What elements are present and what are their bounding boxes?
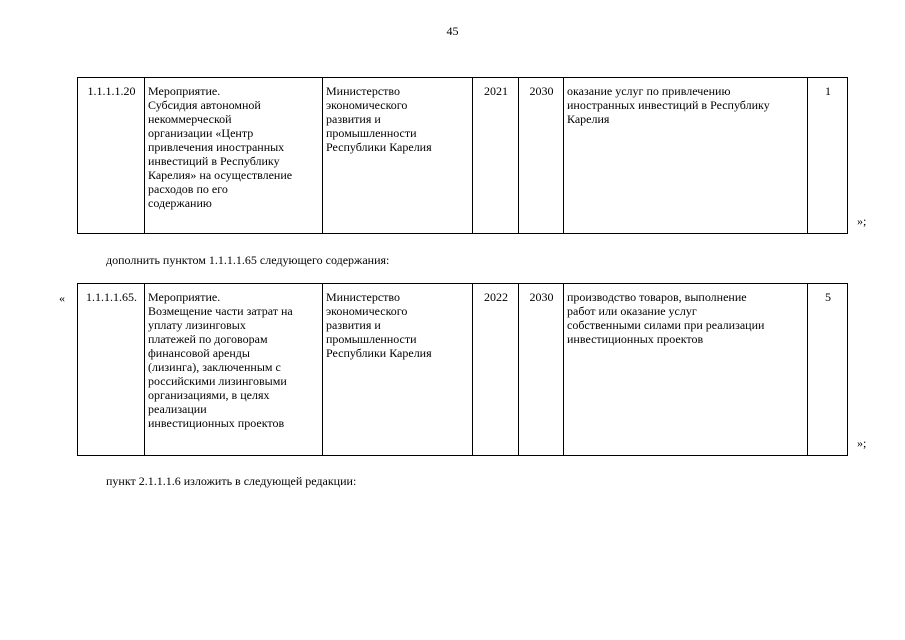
end-year: 2030 [529, 290, 554, 304]
end-year-cell [519, 284, 564, 456]
closing-quote: »; [857, 436, 867, 450]
event-text-line: финансовой аренды [148, 346, 250, 360]
result-text-line: производство товаров, выполнение [567, 290, 747, 304]
start-year-cell [473, 78, 519, 234]
result-text-line: инвестиционных проектов [567, 332, 704, 346]
executor-text-line: развития и [326, 318, 381, 332]
result-text-line: иностранных инвестиций в Республику [567, 98, 770, 112]
measures-table-row-2 [77, 283, 848, 456]
end-year: 2030 [529, 84, 554, 98]
item-number: 1.1.1.1.20 [87, 84, 136, 98]
event-text-line: (лизинга), заключенным с [148, 360, 281, 374]
executor-text-line: развития и [326, 112, 381, 126]
result-text-line: работ или оказание услуг [567, 304, 697, 318]
event-text-line: уплату лизинговых [148, 318, 246, 332]
indicator-cell [808, 284, 848, 456]
event-text-line: Мероприятие. [148, 84, 221, 98]
event-text-line: расходов по его [148, 182, 228, 196]
event-text-line: Возмещение части затрат на [148, 304, 293, 318]
event-text-line: организации «Центр [148, 126, 254, 140]
instruction-paragraph: дополнить пунктом 1.1.1.1.65 следующего содержания: [106, 253, 390, 267]
table-row [78, 284, 848, 456]
event-text-line: Субсидия автономной [148, 98, 261, 112]
executor-text-line: промышленности [326, 126, 417, 140]
executor-text-line: промышленности [326, 332, 417, 346]
measures-table-row-1 [77, 77, 848, 234]
indicator-number: 5 [825, 290, 831, 304]
event-text-line: содержанию [148, 196, 212, 210]
event-text-line: реализации [148, 402, 207, 416]
start-year: 2021 [484, 84, 508, 98]
result-text-line: Карелия [567, 112, 610, 126]
executor-text-line: Министерство [326, 84, 400, 98]
executor-text-line: Министерство [326, 290, 400, 304]
result-text-line: собственными силами при реализации [567, 318, 765, 332]
event-cell [145, 284, 323, 456]
event-text-line: инвестиций в Республику [148, 154, 280, 168]
executor-text-line: экономического [326, 98, 408, 112]
item-number-cell [78, 78, 145, 234]
event-text-line: привлечения иностранных [148, 140, 285, 154]
indicator-number: 1 [825, 84, 831, 98]
executor-cell [323, 284, 473, 456]
executor-cell [323, 78, 473, 234]
start-year: 2022 [484, 290, 508, 304]
result-cell [564, 284, 808, 456]
result-cell [564, 78, 808, 234]
opening-quote: « [59, 291, 65, 305]
page-number: 45 [446, 24, 459, 38]
event-text-line: Мероприятие. [148, 290, 221, 304]
executor-text-line: экономического [326, 304, 408, 318]
item-number-cell [78, 284, 145, 456]
item-number: 1.1.1.1.65. [86, 290, 137, 304]
indicator-cell [808, 78, 848, 234]
end-year-cell [519, 78, 564, 234]
event-text-line: российскими лизинговыми [148, 374, 287, 388]
executor-text-line: Республики Карелия [326, 346, 432, 360]
table-row [78, 78, 848, 234]
event-cell [145, 78, 323, 234]
executor-text-line: Республики Карелия [326, 140, 432, 154]
event-text-line: некоммерческой [148, 112, 232, 126]
closing-quote: »; [857, 214, 867, 228]
instruction-paragraph: пункт 2.1.1.1.6 изложить в следующей редакции: [106, 474, 357, 488]
event-text-line: организациями, в целях [148, 388, 270, 402]
event-text-line: Карелия» на осуществление [148, 168, 293, 182]
event-text-line: инвестиционных проектов [148, 416, 285, 430]
result-text-line: оказание услуг по привлечению [567, 84, 731, 98]
event-text-line: платежей по договорам [148, 332, 268, 346]
start-year-cell [473, 284, 519, 456]
